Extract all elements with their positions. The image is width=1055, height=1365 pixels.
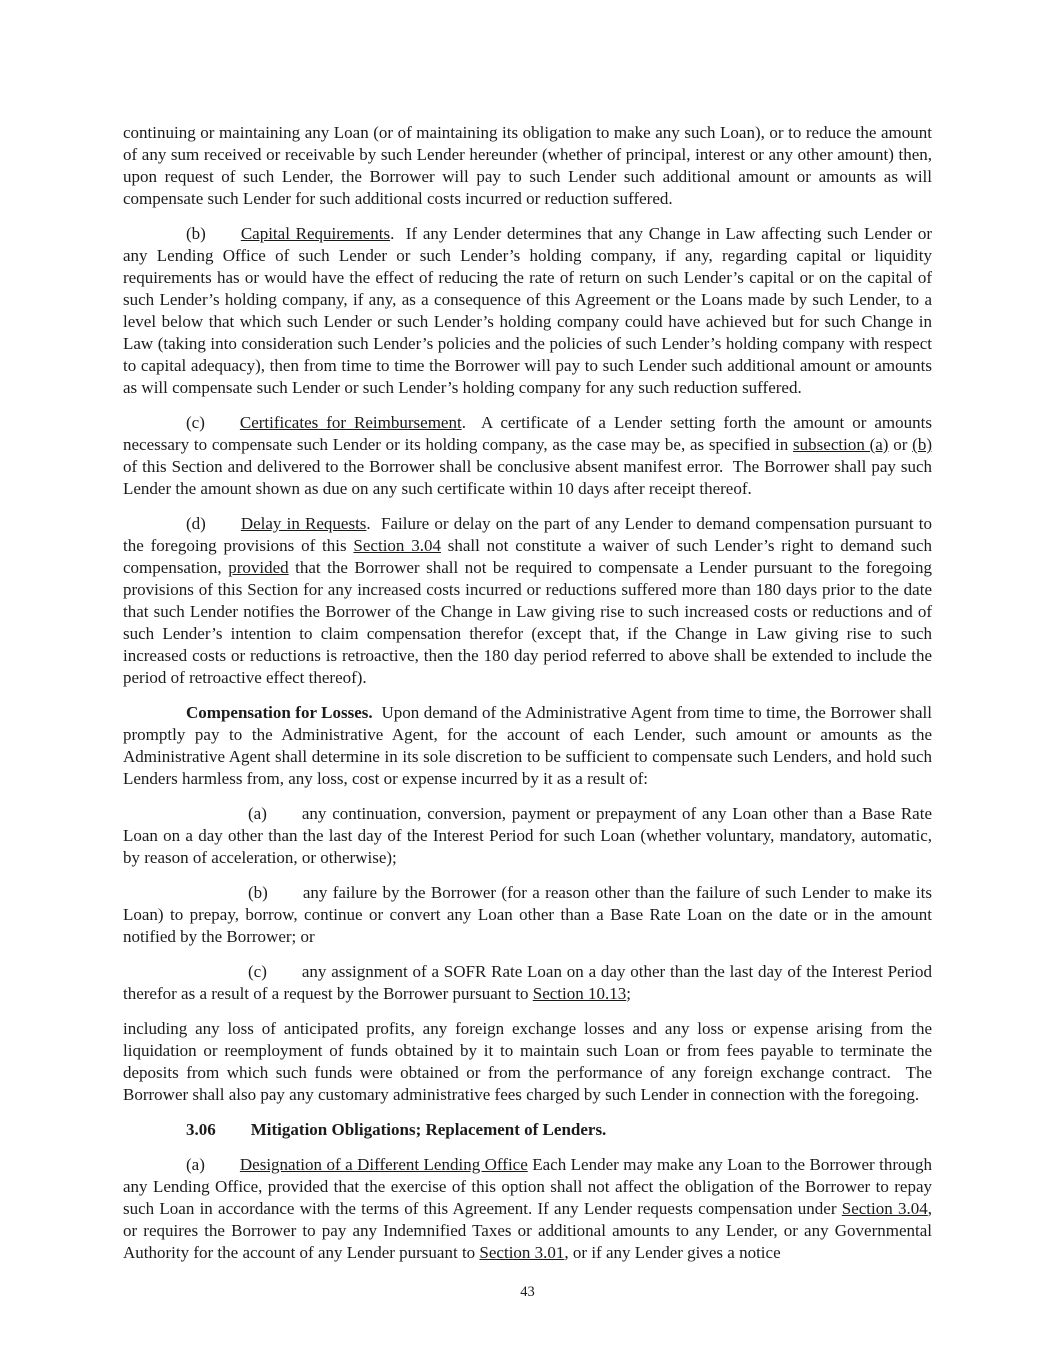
text-run: Section 3.01 [479,1243,565,1262]
text-run: Compensation for Losses. [186,703,373,722]
para-a-continuation-conversion [123,803,932,869]
text-run: (a) [248,804,267,823]
text-run: (a) [186,1155,205,1174]
heading-3-06-mitigation-obligations [123,1119,932,1141]
text-run: (d) [186,514,206,533]
para-compensation-for-losses [123,702,932,790]
para-c-certificates-for-reimbursement [123,412,932,500]
page-number: 43 [520,1284,535,1300]
para-a-designation-lending-office [123,1154,932,1264]
para-c-assignment-sofr [123,961,932,1005]
text-run: 3.06 [186,1120,216,1139]
text-run: (b) [912,435,932,454]
text-run: Mitigation Obligations; Replacement of Lenders. [250,1120,607,1139]
text-run: , or if any Lender gives a notice [564,1243,781,1262]
text-run: (b) [248,883,268,902]
text-run: of this Section and delivered to the Borrower shall be conclusive absent manifest error. The Borrower shall pay such Lender the amount shown as due on any such certificate within 10 days after receipt thereof. [123,457,932,498]
text-run: any failure by the Borrower (for a reason other than the failure of such Lender to make its Loan) to prepay, borrow, continue or convert any Loan other than a Base Rate Loan on the date or in the amount notified by the Borrower; or [123,883,932,946]
para-d-delay-in-requests [123,513,932,689]
text-run: . If any Lender determines that any Change in Law affecting such Lender or any Lending Office of such Lender or such Lender’s holding company, if any, regarding capital or liquidity requirements has or would have the effect of reducing the rate of return on such Lender’s capital or on the capital of such Lender’s holding company, if any, as a consequence of this Agreement or the Loans made by such Lender, to a level below that which such Lender or such Lender’s holding company could have achieved but for such Change in Law (taking into consideration such Lender’s policies and the policies of such Lender’s holding company with respect to capital adequacy), then from time to time the Borrower will pay to such Lender such additional amount or amounts as will compensate such Lender or such Lender’s holding company for any such reduction suffered. [123,224,932,397]
text-run: . Failure or delay on the part of any Lender to demand compensation pursuant to the foregoing provisions of this [123,514,932,555]
text-run: Section 3.04 [353,536,441,555]
para-continuation [123,122,932,210]
text-run: (b) [186,224,206,243]
para-b-failure-by-borrower [123,882,932,948]
para-including-losses [123,1018,932,1106]
text-run: any continuation, conversion, payment or prepayment of any Loan other than a Base Rate Loan on a day other than the last day of the Interest Period for such Loan (whether voluntary, mandatory, automatic, by reason of acceleration, or otherwise); [123,804,932,867]
text-run: Delay in Requests [240,514,367,533]
text-run: including any loss of anticipated profits, any foreign exchange losses and any loss or expense arising from the liquidation or reemployment of funds obtained by it to maintain such Loan or from fees payable to terminate the deposits from which such funds were obtained or from the performance of any foreign exchange contract. The Borrower shall also pay any customary administrative fees charged by such Lender in connection with the foregoing. [123,1019,932,1104]
text-run: Certificates for Reimbursement [239,413,462,432]
text-run: or [888,435,913,454]
text-run: any assignment of a SOFR Rate Loan on a day other than the last day of the Interest Period therefor as a result of a request by the Borrower pursuant to [123,962,932,1003]
text-run: Capital Requirements [240,224,391,243]
text-run: Section 10.13 [532,984,627,1003]
page-footer [0,1283,1055,1301]
text-run: . A certificate of a Lender setting forth the amount or amounts necessary to compensate such Lender or its holding company, as the case may be, as specified in [123,413,932,454]
text-run: continuing or maintaining any Loan (or of maintaining its obligation to make any such Loan), or to reduce the amount of any sum received or receivable by such Lender hereunder (whether of principal, interest or any other amount) then, upon request of such Lender, the Borrower will pay to such Lender such additional amount or amounts as will compensate such Lender for such additional costs incurred or reduction suffered. [123,123,932,208]
document-body [123,122,932,1264]
text-run: Section 3.04 [841,1199,928,1218]
text-run: ; [626,984,631,1003]
text-run: , or requires the Borrower to pay any Indemnified Taxes or additional amounts to any Lender, or any Governmental Authority for the account of any Lender pursuant to [123,1199,932,1262]
text-run: Each Lender may make any Loan to the Borrower through any Lending Office, provided that the exercise of this option shall not affect the obligation of the Borrower to repay such Loan in accordance with the terms of this Agreement. If any Lender requests compensation under [123,1155,932,1218]
para-b-capital-requirements [123,223,932,399]
text-run: subsection (a) [793,435,889,454]
text-run: Designation of a Different Lending Office [239,1155,528,1174]
text-run: shall not constitute a waiver of such Lender’s right to demand such compensation, [123,536,933,577]
text-run: (c) [248,962,267,981]
text-run: Upon demand of the Administrative Agent from time to time, the Borrower shall promptly pay to the Administrative Agent, for the account of each Lender, such amount or amounts as the Administrative Agent shall determine in its sole discretion to be sufficient to compensate such Lenders, and hold such Lenders harmless from, any loss, cost or expense incurred by it as a result of: [123,703,932,788]
text-run: that the Borrower shall not be required to compensate a Lender pursuant to the foregoing provisions of this Section for any increased costs incurred or reductions suffered more than 180 days prior to the date that such Lender notifies the Borrower of the Change in Law giving rise to such increased costs or reductions and of such Lender’s intention to claim compensation therefor (except that, if the Change in Law giving rise to such increased costs or reductions is retroactive, then the 180 day period referred to above shall be extended to include the period of retroactive effect thereof). [123,558,932,687]
text-run: (c) [186,413,205,432]
text-run: provided [228,558,289,577]
